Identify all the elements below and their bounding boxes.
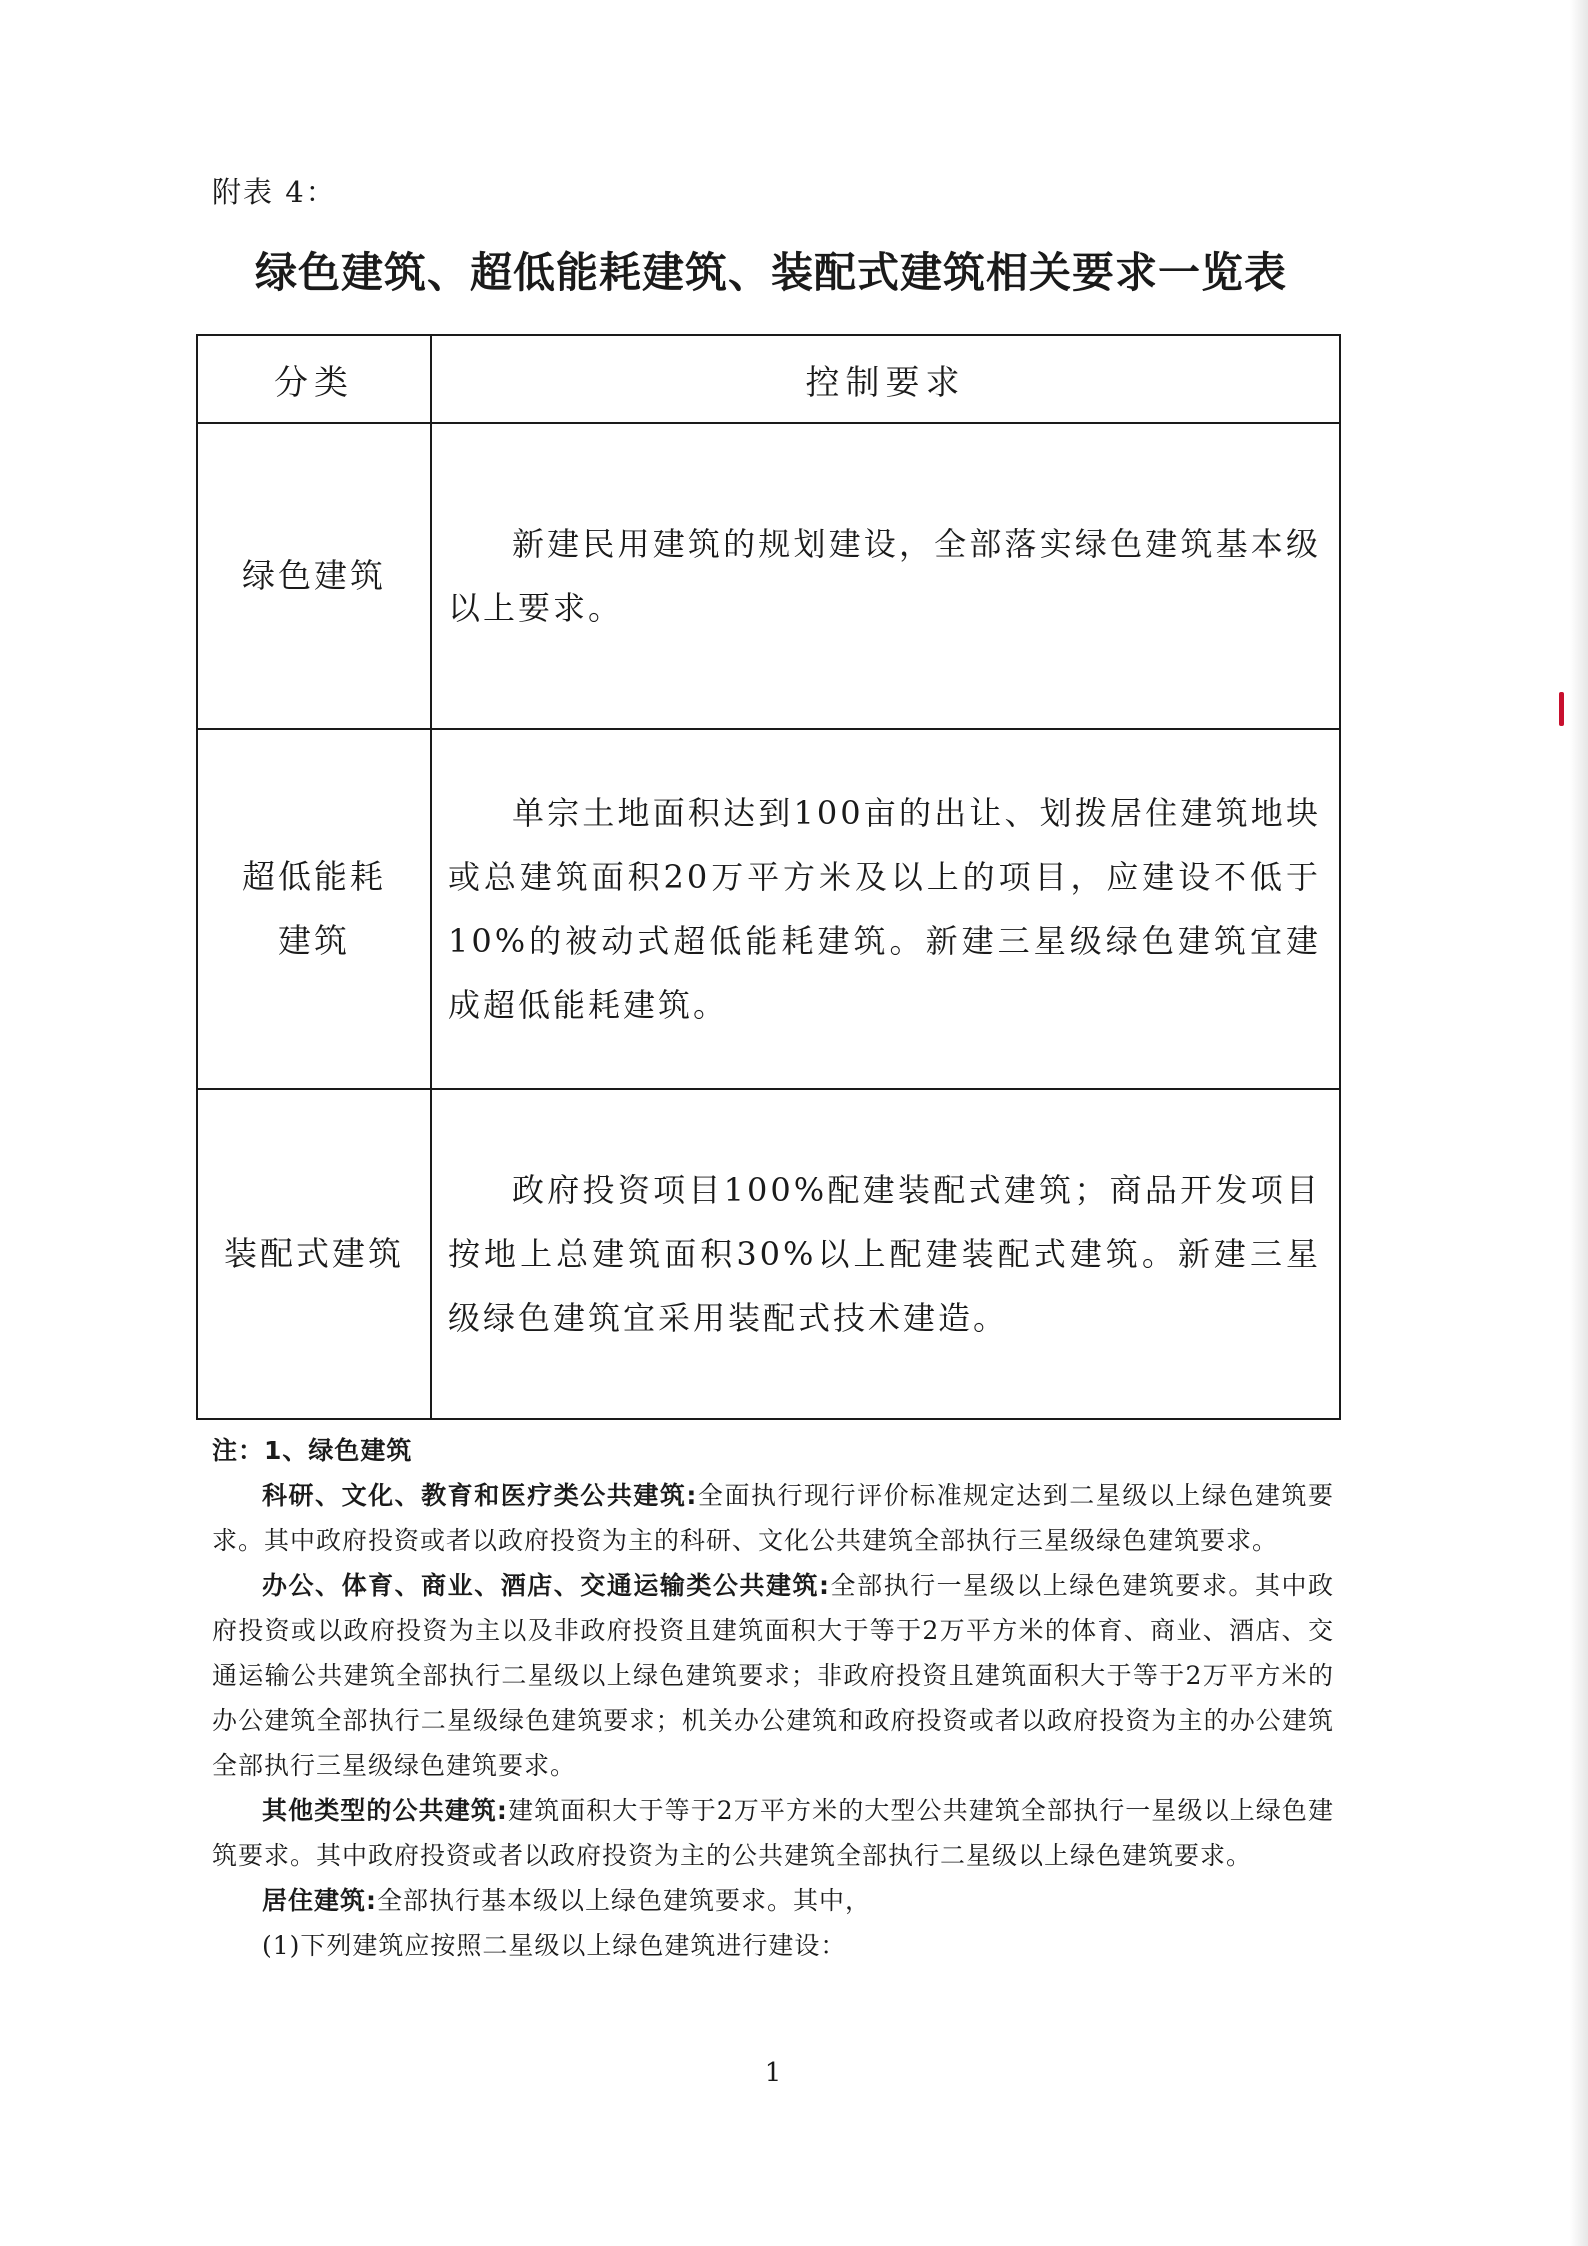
table-header-row	[197, 335, 1340, 423]
table-row	[197, 1089, 1340, 1419]
page-number: 1	[764, 2058, 782, 2088]
notes-section	[212, 1428, 1334, 1968]
requirements-table	[196, 334, 1341, 1420]
category-cell: 绿色建筑	[197, 423, 431, 729]
requirement-cell	[431, 1089, 1340, 1419]
note-paragraph	[212, 1563, 1334, 1788]
document-title: 绿色建筑、超低能耗建筑、装配式建筑相关要求一览表	[254, 248, 1287, 297]
header-category: 分类	[197, 335, 431, 423]
requirement-cell	[431, 729, 1340, 1089]
requirement-text: 单宗土地面积达到100亩的出让、划拨居住建筑地块或总建筑面积20万平方米及以上的项目，应建设不低于10%的被动式超低能耗建筑。新建三星级绿色建筑宜建成超低能耗建筑。	[448, 794, 1321, 1024]
requirement-text: 政府投资项目100%配建装配式建筑；商品开发项目按地上总建筑面积30%以上配建装配式建筑。新建三星级绿色建筑宜采用装配式技术建造。	[448, 1171, 1321, 1337]
category-cell: 超低能耗建筑	[197, 729, 431, 1089]
note-lead: 办公、体育、商业、酒店、交通运输类公共建筑:	[262, 1571, 831, 1600]
requirement-cell	[431, 423, 1340, 729]
notes-heading: 注：1、绿色建筑	[212, 1436, 413, 1465]
note-text: 全部执行一星级以上绿色建筑要求。其中政府投资或以政府投资为主以及非政府投资且建筑面积大于等于2万平方米的体育、商业、酒店、交通运输公共建筑全部执行二星级以上绿色建筑要求；非政府投资且建筑面积大于等于2万平方米的办公建筑全部执行二星级绿色建筑要求；机关办公建筑和政府投资或者以政府投资为主的办公建筑全部执行三星级绿色建筑要求。	[212, 1571, 1335, 1780]
note-paragraph	[212, 1878, 1334, 1923]
note-paragraph	[212, 1788, 1334, 1878]
note-last-line: (1)下列建筑应按照二星级以上绿色建筑进行建设：	[262, 1931, 847, 1960]
attachment-label: 附表 4：	[212, 175, 337, 209]
note-lead: 科研、文化、教育和医疗类公共建筑:	[262, 1481, 698, 1510]
red-margin-mark	[1559, 692, 1564, 726]
note-lead: 居住建筑:	[262, 1886, 377, 1915]
category-cell: 装配式建筑	[197, 1089, 431, 1419]
requirement-text: 新建民用建筑的规划建设，全部落实绿色建筑基本级以上要求。	[448, 525, 1321, 627]
note-paragraph	[212, 1473, 1334, 1563]
page-edge-shadow	[1570, 0, 1588, 2246]
note-text: 建筑面积大于等于2万平方米的大型公共建筑全部执行一星级以上绿色建筑要求。其中政府投资或者以政府投资为主的公共建筑全部执行二星级以上绿色建筑要求。	[212, 1796, 1334, 1870]
note-text: 全面执行现行评价标准规定达到二星级以上绿色建筑要求。其中政府投资或者以政府投资为主的科研、文化公共建筑全部执行三星级绿色建筑要求。	[212, 1481, 1334, 1555]
note-text: 全部执行基本级以上绿色建筑要求。其中，	[377, 1886, 872, 1915]
note-lead: 其他类型的公共建筑:	[262, 1796, 508, 1825]
table-row	[197, 423, 1340, 729]
table-row	[197, 729, 1340, 1089]
header-requirement: 控制要求	[431, 335, 1340, 423]
